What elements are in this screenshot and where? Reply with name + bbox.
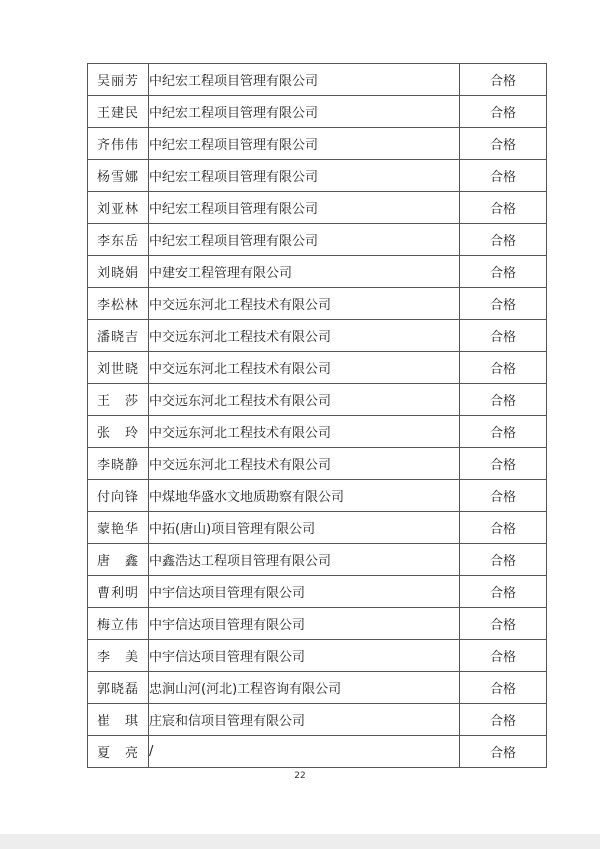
person-name-cell: 张 玲	[88, 416, 149, 448]
company-cell: 中鑫浩达工程项目管理有限公司	[149, 544, 460, 576]
table-row	[88, 288, 547, 320]
person-name-cell: 王建民	[88, 96, 149, 128]
table-row	[88, 640, 547, 672]
result-cell: 合格	[460, 256, 547, 288]
company-cell: 中纪宏工程项目管理有限公司	[149, 128, 460, 160]
company-cell: 中交远东河北工程技术有限公司	[149, 352, 460, 384]
company-cell: 中交远东河北工程技术有限公司	[149, 384, 460, 416]
person-name-cell: 刘晓娟	[88, 256, 149, 288]
result-cell: 合格	[460, 160, 547, 192]
table-row	[88, 608, 547, 640]
result-cell: 合格	[460, 192, 547, 224]
company-cell: 中纪宏工程项目管理有限公司	[149, 96, 460, 128]
company-cell: 中宇信达项目管理有限公司	[149, 640, 460, 672]
person-name-cell: 刘世晓	[88, 352, 149, 384]
person-name-cell: 潘晓吉	[88, 320, 149, 352]
company-cell: 中拓(唐山)项目管理有限公司	[149, 512, 460, 544]
company-cell: 中纪宏工程项目管理有限公司	[149, 192, 460, 224]
company-cell: 中交远东河北工程技术有限公司	[149, 320, 460, 352]
result-cell: 合格	[460, 320, 547, 352]
result-cell: 合格	[460, 512, 547, 544]
result-cell: 合格	[460, 576, 547, 608]
person-name-cell: 唐 鑫	[88, 544, 149, 576]
table-row	[88, 384, 547, 416]
result-cell: 合格	[460, 736, 547, 768]
company-cell: 忠涧山河(河北)工程咨询有限公司	[149, 672, 460, 704]
company-cell: 中纪宏工程项目管理有限公司	[149, 160, 460, 192]
result-cell: 合格	[460, 352, 547, 384]
table-row	[88, 192, 547, 224]
company-cell: 中纪宏工程项目管理有限公司	[149, 64, 460, 96]
company-cell: 庄宸和信项目管理有限公司	[149, 704, 460, 736]
result-cell: 合格	[460, 96, 547, 128]
person-name-cell: 曹利明	[88, 576, 149, 608]
result-cell: 合格	[460, 288, 547, 320]
result-cell: 合格	[460, 224, 547, 256]
person-name-cell: 付向锋	[88, 480, 149, 512]
person-name-cell: 李晓静	[88, 448, 149, 480]
table-row	[88, 320, 547, 352]
result-cell: 合格	[460, 608, 547, 640]
footer-band	[0, 834, 600, 849]
result-cell: 合格	[460, 448, 547, 480]
person-name-cell: 杨雪娜	[88, 160, 149, 192]
table-row	[88, 544, 547, 576]
table-row	[88, 480, 547, 512]
person-name-cell: 夏 亮	[88, 736, 149, 768]
result-cell: 合格	[460, 416, 547, 448]
company-cell: 中宇信达项目管理有限公司	[149, 576, 460, 608]
table-row	[88, 256, 547, 288]
result-cell: 合格	[460, 64, 547, 96]
result-cell: 合格	[460, 672, 547, 704]
table-row	[88, 512, 547, 544]
company-cell: 中宇信达项目管理有限公司	[149, 608, 460, 640]
table-row	[88, 128, 547, 160]
person-name-cell: 吴丽芳	[88, 64, 149, 96]
page-number: 22	[294, 771, 306, 781]
table-row	[88, 448, 547, 480]
person-name-cell: 齐伟伟	[88, 128, 149, 160]
table-row	[88, 672, 547, 704]
result-cell: 合格	[460, 704, 547, 736]
table-row	[88, 224, 547, 256]
table-row	[88, 704, 547, 736]
table-row	[88, 64, 547, 96]
person-name-cell: 蒙艳华	[88, 512, 149, 544]
company-cell: 中交远东河北工程技术有限公司	[149, 288, 460, 320]
company-cell: 中纪宏工程项目管理有限公司	[149, 224, 460, 256]
qualification-table	[87, 63, 547, 768]
result-cell: 合格	[460, 480, 547, 512]
result-cell: 合格	[460, 640, 547, 672]
table-row	[88, 160, 547, 192]
company-cell: 中煤地华盛水文地质勘察有限公司	[149, 480, 460, 512]
table-row	[88, 352, 547, 384]
person-name-cell: 郭晓磊	[88, 672, 149, 704]
company-cell: /	[149, 736, 460, 768]
table-row	[88, 416, 547, 448]
company-cell: 中交远东河北工程技术有限公司	[149, 416, 460, 448]
company-cell: 中建安工程管理有限公司	[149, 256, 460, 288]
result-cell: 合格	[460, 384, 547, 416]
person-name-cell: 崔 琪	[88, 704, 149, 736]
table-body	[88, 64, 547, 768]
result-cell: 合格	[460, 544, 547, 576]
person-name-cell: 梅立伟	[88, 608, 149, 640]
person-name-cell: 王 莎	[88, 384, 149, 416]
table-row	[88, 736, 547, 768]
table-row	[88, 96, 547, 128]
table-row	[88, 576, 547, 608]
person-name-cell: 李东岳	[88, 224, 149, 256]
person-name-cell: 李 美	[88, 640, 149, 672]
person-name-cell: 刘亚林	[88, 192, 149, 224]
person-name-cell: 李松林	[88, 288, 149, 320]
result-cell: 合格	[460, 128, 547, 160]
company-cell: 中交远东河北工程技术有限公司	[149, 448, 460, 480]
